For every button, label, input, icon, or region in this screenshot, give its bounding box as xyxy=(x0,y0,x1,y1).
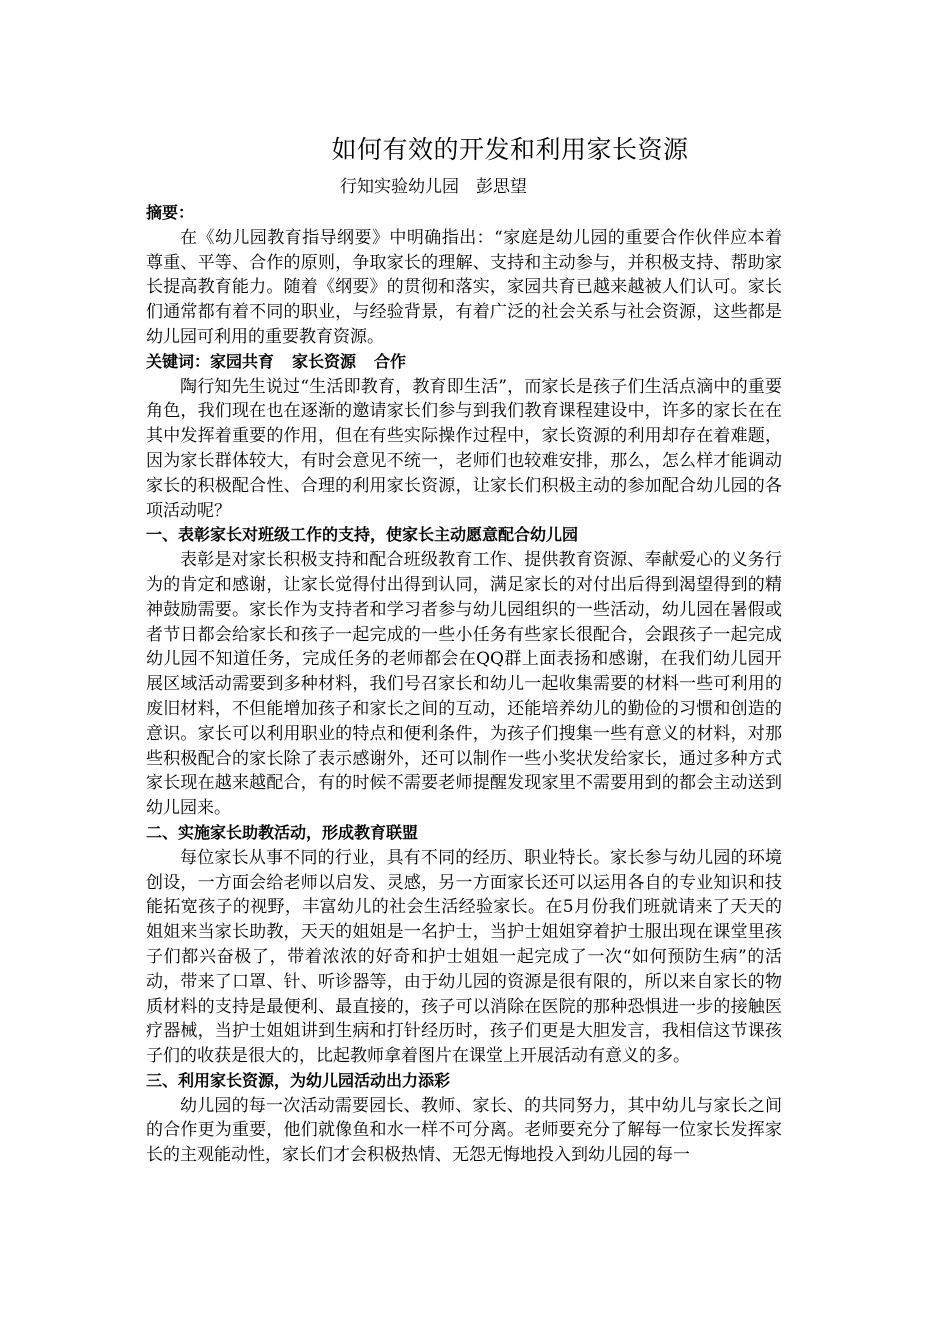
section-paragraph-1: 表彰是对家长积极支持和配合班级教育工作、提供教育资源、奉献爱心的义务行为的肯定和感谢，让家长觉得付出得到认同，满足家长的对付出后得到渴望得到的精神鼓励需要。家长作为支持者和学习者参与幼儿园组织的一些活动，幼儿园在暑假或者节日都会给家长和孩子一起完成的一些小任务有些家长很配合，会跟孩子一起完成幼儿园不知道任务，完成任务的老师都会在QQ群上面表扬和感谢，在我们幼儿园开展区域活动需要到多种材料，我们号召家长和幼儿一起收集需要的材料一些可利用的废旧材料，不但能增加孩子和家长之间的互动，还能培养幼儿的勤俭的习惯和创造的意识。家长可以利用职业的特点和便利条件，为孩子们搜集一些有意义的材料，对那些积极配合的家长除了表示感谢外，还可以制作一些小奖状发给家长，通过多种方式家长现在越来越配合，有的时候不需要老师提醒发现家里不需要用到的都会主动送到幼儿园来。 xyxy=(146,550,782,819)
section-heading-2: 二、实施家长助教活动，形成教育联盟 xyxy=(146,822,419,842)
intro-paragraph: 陶行知先生说过“生活即教育，教育即生活”，而家长是孩子们生活点滴中的重要角色，我们现在也在逐渐的邀请家长们参与到我们教育课程建设中，许多的家长在在其中发挥着重要的作用，但在有些实际操作过程中，家长资源的利用却存在着难题，因为家长群体较大，有时会意见不统一，老师们也较难安排，那么，怎么样才能调动家长的积极配合性、合理的利用家长资源，让家长们积极主动的参加配合幼儿园的各项活动呢？ xyxy=(146,376,782,521)
document-body xyxy=(146,201,782,1168)
keywords-label: 关键词： xyxy=(146,351,211,371)
keyword: 家园共育 xyxy=(210,351,275,371)
section-heading-1: 一、表彰家长对班级工作的支持，使家长主动愿意配合幼儿园 xyxy=(146,525,579,545)
keywords-line xyxy=(146,350,782,375)
abstract-paragraph: 在《幼儿园教育指导纲要》中明确指出：“家庭是幼儿园的重要合作伙伴应本着尊重、平等、合作的原则，争取家长的理解、支持和主动参与，并积极支持、帮助家长提高教育能力。随着《纲要》的贯彻和落实，家园共育已越来越被人们认可。家长们通常都有着不同的职业，与经验背景，有着广泛的社会关系与社会资源，这些都是幼儿园可利用的重要教育资源。 xyxy=(146,227,782,347)
section-paragraph-2: 每位家长从事不同的行业，具有不同的经历、职业特长。家长参与幼儿园的环境创设，一方面会给老师以启发、灵感，另一方面家长还可以运用各自的专业知识和技能拓宽孩子的视野，丰富幼儿的社会生活经验家长。在5月份我们班就请来了天天的姐姐来当家长助教，天天的姐姐是一名护士，当护士姐姐穿着护士服出现在课堂里孩子们都兴奋极了，带着浓浓的好奇和护士姐姐一起完成了一次“如何预防生病”的活动，带来了口罩、针、听诊器等，由于幼儿园的资源是很有限的，所以来自家长的物质材料的支持是最便利、最直接的，孩子可以消除在医院的那种恐惧进一步的接触医疗器械，当护士姐姐讲到生病和打针经历时，孩子们更是大胆发言，我相信这节课孩子们的收获是很大的，比起教师拿着图片在课堂上开展活动有意义的多。 xyxy=(146,847,782,1067)
document-title: 如何有效的开发和利用家长资源 xyxy=(331,135,689,164)
keyword: 合作 xyxy=(374,351,407,371)
section-heading-3: 三、利用家长资源，为幼儿园活动出力添彩 xyxy=(146,1070,451,1090)
document-author: 行知实验幼儿园 彭思望 xyxy=(340,177,527,197)
keyword: 家长资源 xyxy=(292,351,357,371)
abstract-heading: 摘要： xyxy=(146,203,195,222)
section-paragraph-3: 幼儿园的每一次活动需要园长、教师、家长、的共同努力，其中幼儿与家长之间的合作更为重要，他们就像鱼和水一样不可分离。老师要充分了解每一位家长发挥家长的主观能动性，家长们才会积极热情、无怨无悔地投入到幼儿园的每一 xyxy=(146,1095,782,1166)
